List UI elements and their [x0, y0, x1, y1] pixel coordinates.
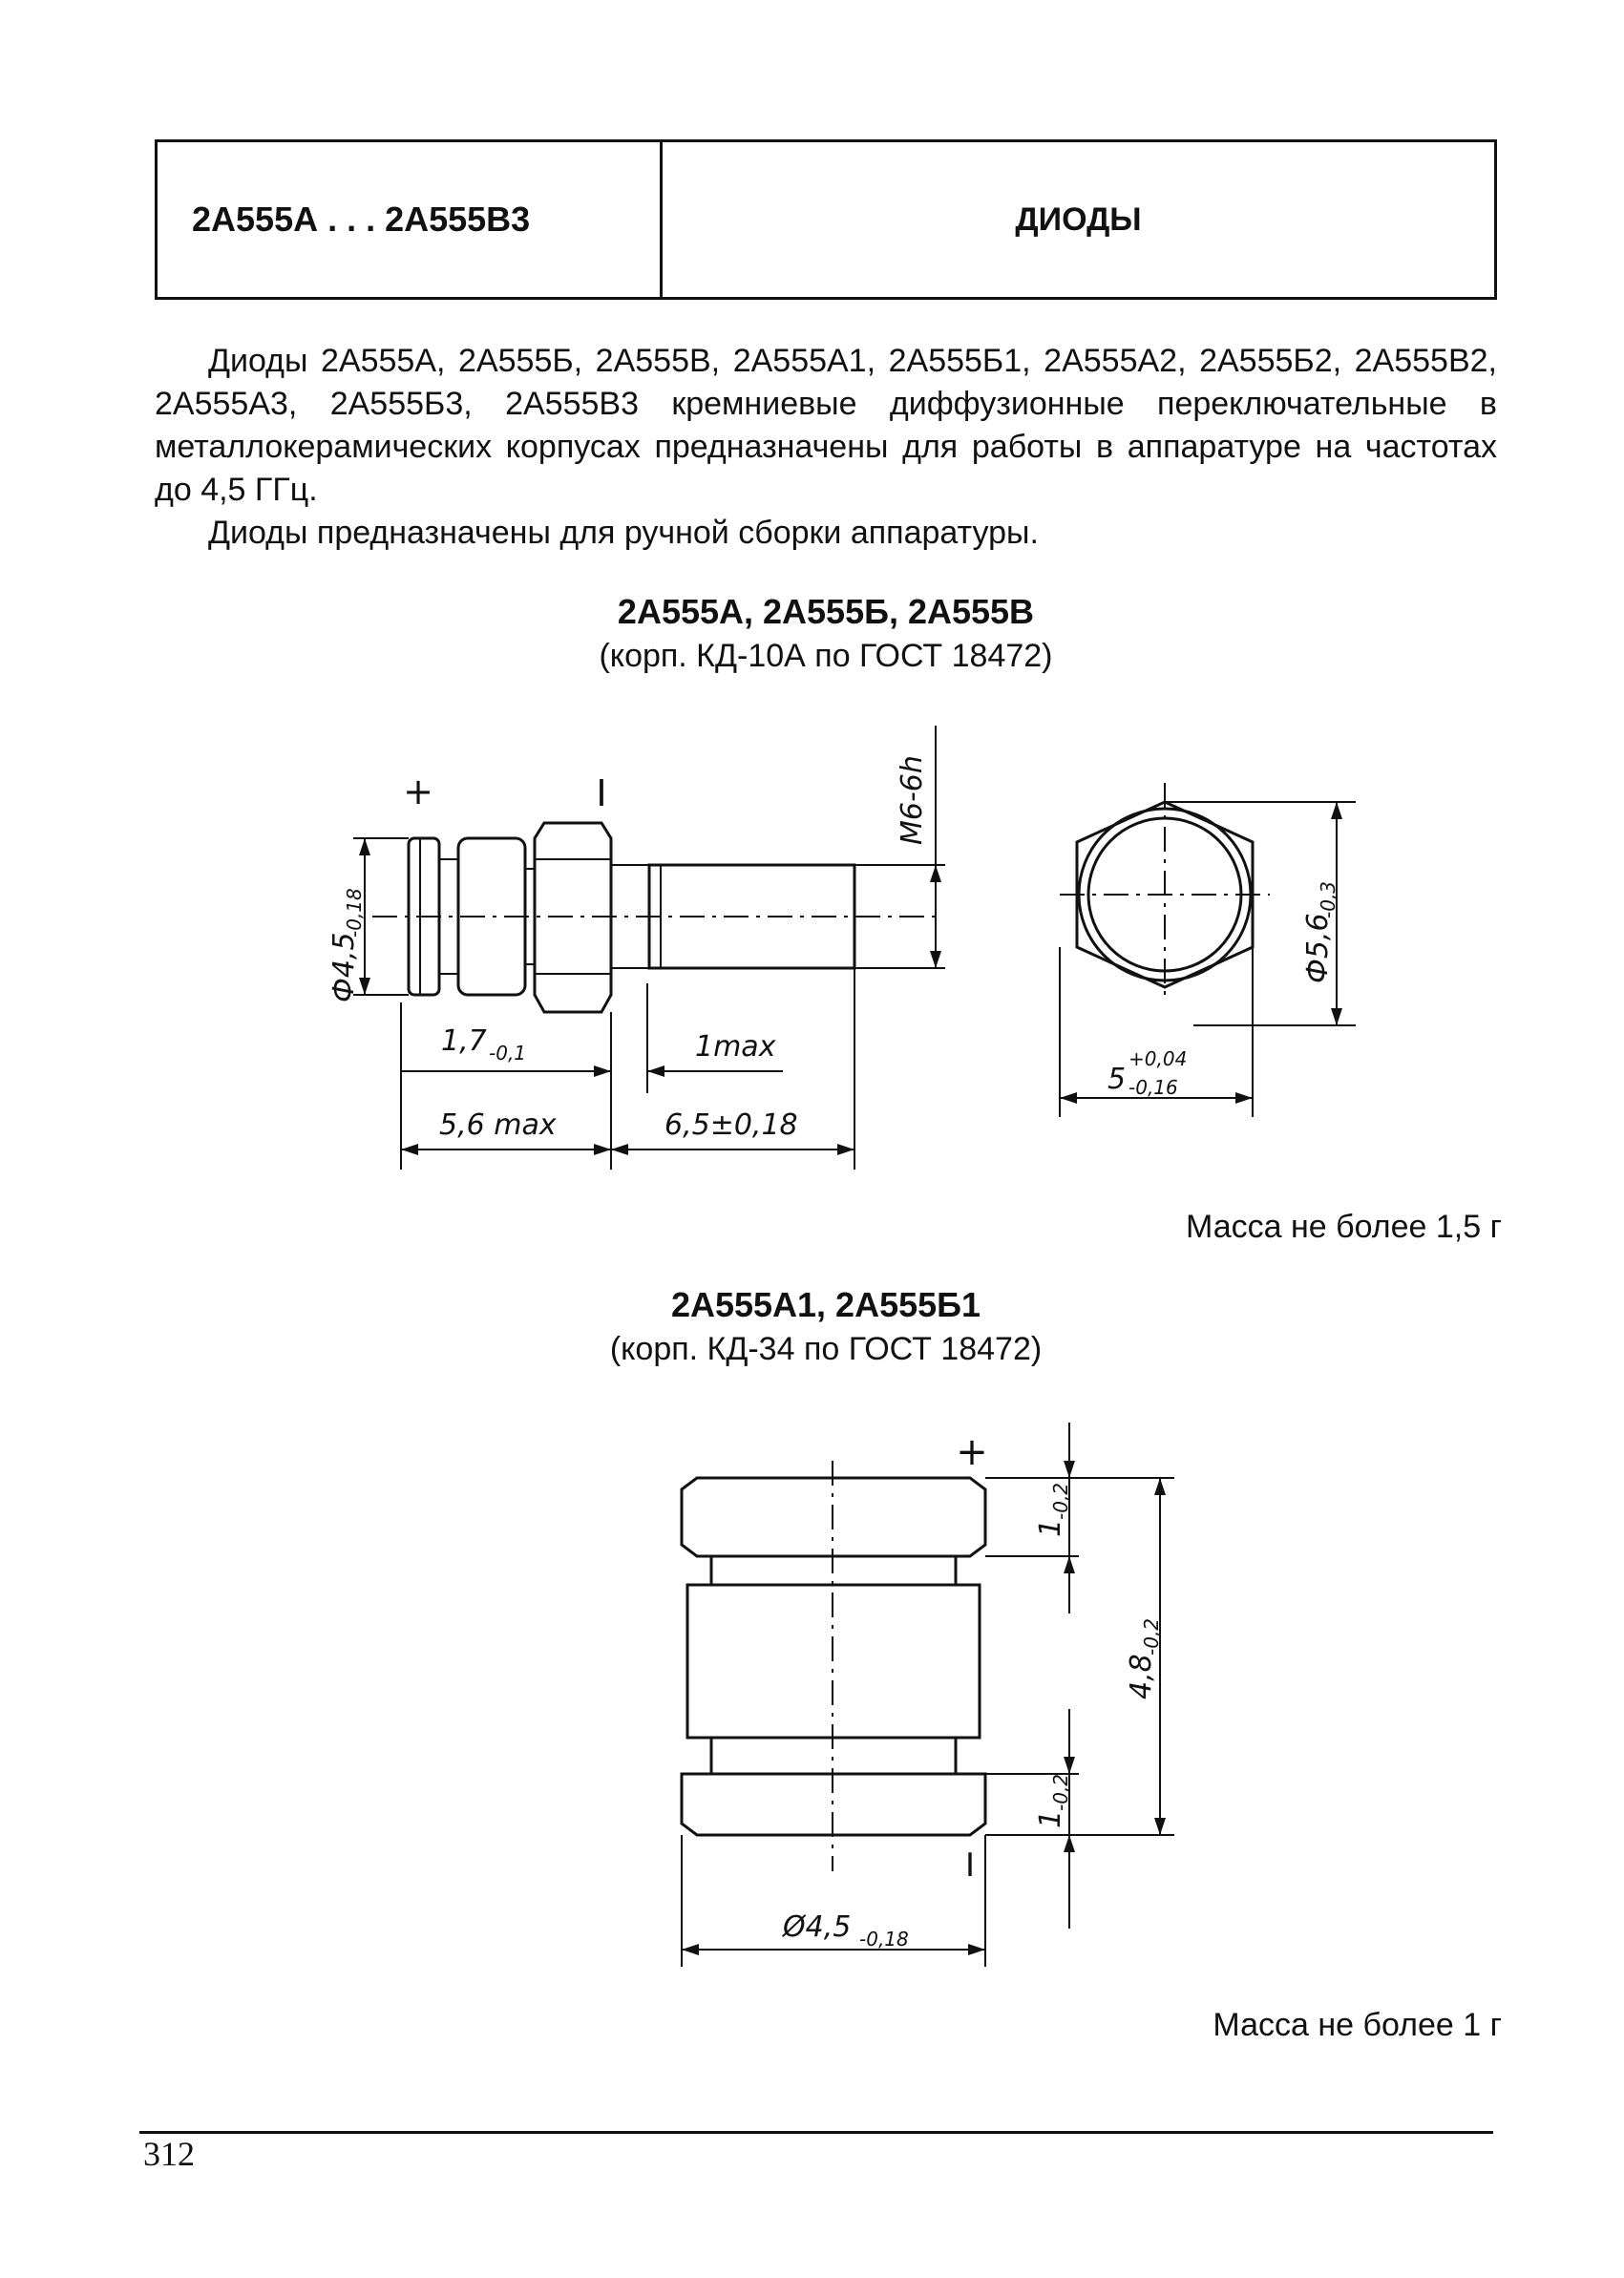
dim-bottom-label: 1	[1034, 1809, 1067, 1828]
figure1-mass: Масса не более 1,5 г	[1186, 1209, 1502, 1245]
diam-label-2: Ø4,5	[783, 1910, 852, 1944]
page-number: 312	[143, 2135, 195, 2173]
dim-1max-label: 1max	[695, 1030, 776, 1064]
dim-17-tol: -0,1	[489, 1042, 527, 1065]
header-title: ДИОДЫ	[1015, 200, 1142, 238]
thread-label: М6-6h	[896, 755, 929, 845]
plus-mark: +	[403, 770, 433, 812]
plus-mark-2: +	[956, 1430, 988, 1474]
header-box	[155, 139, 1497, 300]
figure1-side-view	[286, 726, 974, 1174]
assembly-paragraph: Диоды предназначены для ручной сборки аппаратуры.	[208, 515, 1039, 551]
dim-top-tol: -0,2	[1049, 1482, 1072, 1520]
diam-right-label: Ф5,6	[1301, 913, 1335, 983]
diam-left-tol: -0,18	[343, 888, 366, 938]
figure1-title: 2А555А, 2А555Б, 2А555В	[617, 592, 1035, 631]
figure2-mass: Масса не более 1 г	[1213, 2007, 1502, 2043]
minus-mark-2: I	[964, 1846, 976, 1885]
dim-17-label: 1,7	[441, 1024, 487, 1058]
dim-height-tol: -0,2	[1140, 1617, 1163, 1656]
figure2-title: 2А555А1, 2А555Б1	[670, 1285, 981, 1324]
diam-tol-2: -0,18	[859, 1928, 909, 1951]
diam-left-label: Ф4,5	[327, 932, 361, 1002]
dim-65-label: 6,5±0,18	[664, 1108, 798, 1142]
diam-right-tol: -0,3	[1317, 880, 1339, 918]
figure1-subtitle: (корп. КД-10А по ГОСТ 18472)	[599, 638, 1053, 674]
figure1-end-view	[1050, 783, 1375, 1127]
hex-lower-tol: -0,16	[1128, 1076, 1178, 1099]
hex-width-label: 5	[1107, 1063, 1127, 1096]
intro-paragraph: Диоды 2А555А, 2А555Б, 2А555В, 2А555А1, 2А555Б1, 2А555А2, 2А555Б2, 2А555В2, 2А555А3, 2А555Б3, 2А555В3 кремниевые диффузионные переключательные в металлокерамических корпусах предназначены для работы в аппаратуре на частотах до 4,5 ГГц.	[155, 343, 1497, 508]
dim-height-label: 4,8	[1125, 1654, 1158, 1699]
figure2-view	[668, 1423, 1203, 1976]
header-code: 2А555А . . . 2А555В3	[158, 142, 663, 297]
dim-56-label: 5,6 max	[439, 1108, 557, 1142]
dim-top-label: 1	[1034, 1518, 1067, 1537]
dim-bottom-tol: -0,2	[1049, 1773, 1072, 1811]
figure2-subtitle: (корп. КД-34 по ГОСТ 18472)	[609, 1331, 1043, 1367]
footer-rule	[139, 2131, 1493, 2134]
minus-mark: I	[596, 772, 607, 814]
hex-upper-tol: +0,04	[1128, 1047, 1188, 1070]
